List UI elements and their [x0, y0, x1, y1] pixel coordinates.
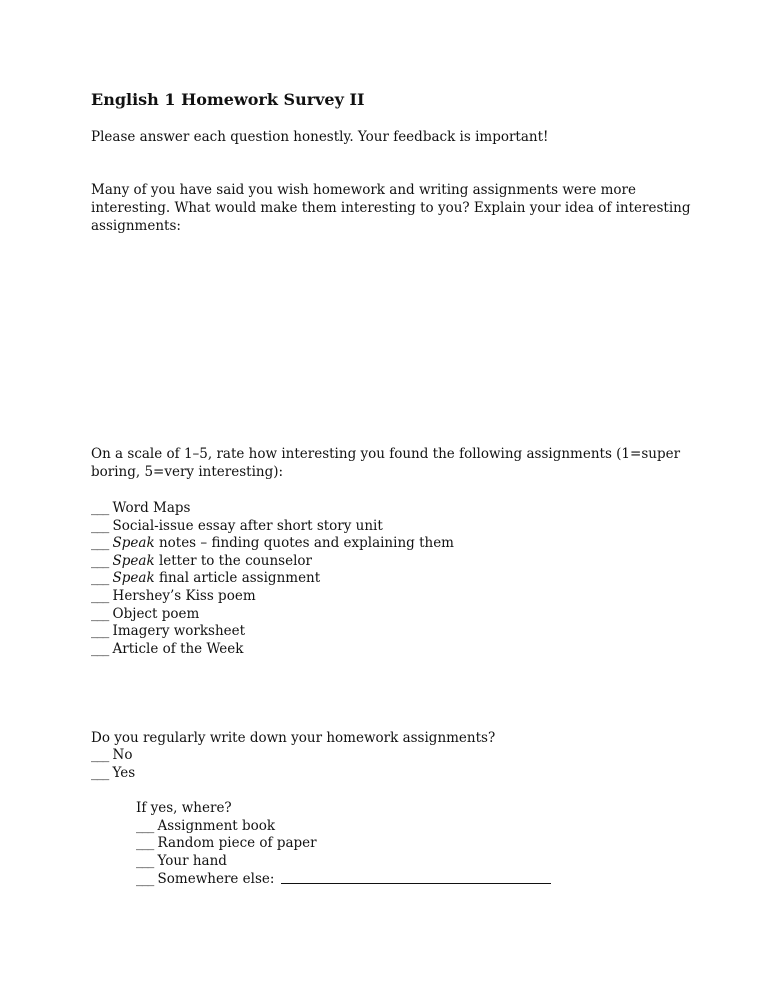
option-blank[interactable]: ___ — [91, 765, 109, 781]
rating-blank[interactable]: ___ — [91, 641, 109, 657]
rating-item — [91, 570, 320, 588]
rating-item — [91, 623, 245, 641]
followup-question: If yes, where? — [136, 800, 232, 816]
rating-blank[interactable]: ___ — [91, 500, 109, 516]
where-blank[interactable]: ___ — [136, 818, 154, 834]
question-2-line-2: boring, 5=very interesting): — [91, 464, 284, 480]
rating-item — [91, 500, 190, 518]
rating-blank[interactable]: ___ — [91, 553, 109, 569]
question-1-line-2: interesting. What would make them interesting to you? Explain your idea of interesting — [91, 200, 691, 216]
rating-blank[interactable]: ___ — [91, 518, 109, 534]
option-label-no: No — [112, 747, 133, 763]
rating-item-label: Article of the Week — [112, 641, 244, 657]
rating-blank[interactable]: ___ — [91, 535, 109, 551]
where-label: Your hand — [157, 853, 227, 869]
intro-text: Please answer each question honestly. Your feedback is important! — [91, 129, 549, 145]
where-option — [136, 835, 317, 853]
rating-item-italic-title: Speak — [112, 535, 155, 551]
rating-item-label: Imagery worksheet — [112, 623, 246, 639]
rating-blank[interactable]: ___ — [91, 570, 109, 586]
where-label: Random piece of paper — [157, 835, 317, 851]
rating-item — [91, 535, 454, 553]
question-1-line-3: assignments: — [91, 218, 181, 234]
where-blank[interactable]: ___ — [136, 871, 154, 887]
where-label: Assignment book — [157, 818, 276, 834]
rating-item-label: final article assignment — [154, 570, 321, 586]
somewhere-else-answer-line[interactable] — [281, 882, 551, 884]
rating-blank[interactable]: ___ — [91, 623, 109, 639]
question-2-line-1: On a scale of 1–5, rate how interesting you found the following assignments (1=super — [91, 446, 681, 462]
rating-item — [91, 553, 312, 571]
rating-item-label: Object poem — [112, 606, 200, 622]
rating-item-label: Word Maps — [112, 500, 191, 516]
question-1-line-1: Many of you have said you wish homework and writing assignments were more — [91, 182, 636, 198]
rating-item — [91, 606, 199, 624]
rating-blank[interactable]: ___ — [91, 606, 109, 622]
question-3-text: Do you regularly write down your homework assignments? — [91, 730, 496, 746]
where-option — [136, 871, 551, 889]
rating-item-italic-title: Speak — [112, 570, 155, 586]
where-option — [136, 818, 275, 836]
where-label: Somewhere else: — [157, 871, 275, 887]
rating-blank[interactable]: ___ — [91, 588, 109, 604]
where-option — [136, 853, 227, 871]
rating-item-label: notes – finding quotes and explaining them — [154, 535, 454, 551]
option-blank[interactable]: ___ — [91, 747, 109, 763]
page-title: English 1 Homework Survey II — [91, 90, 365, 109]
rating-item — [91, 588, 256, 606]
option-item — [91, 747, 133, 765]
rating-item-label: letter to the counselor — [154, 553, 312, 569]
where-blank[interactable]: ___ — [136, 835, 154, 851]
where-blank[interactable]: ___ — [136, 853, 154, 869]
option-item — [91, 765, 135, 783]
rating-item-label: Social-issue essay after short story unit — [112, 518, 383, 534]
rating-item-italic-title: Speak — [112, 553, 155, 569]
rating-item — [91, 518, 383, 536]
rating-item — [91, 641, 243, 659]
rating-item-label: Hershey’s Kiss poem — [112, 588, 256, 604]
option-label-yes: Yes — [112, 765, 136, 781]
